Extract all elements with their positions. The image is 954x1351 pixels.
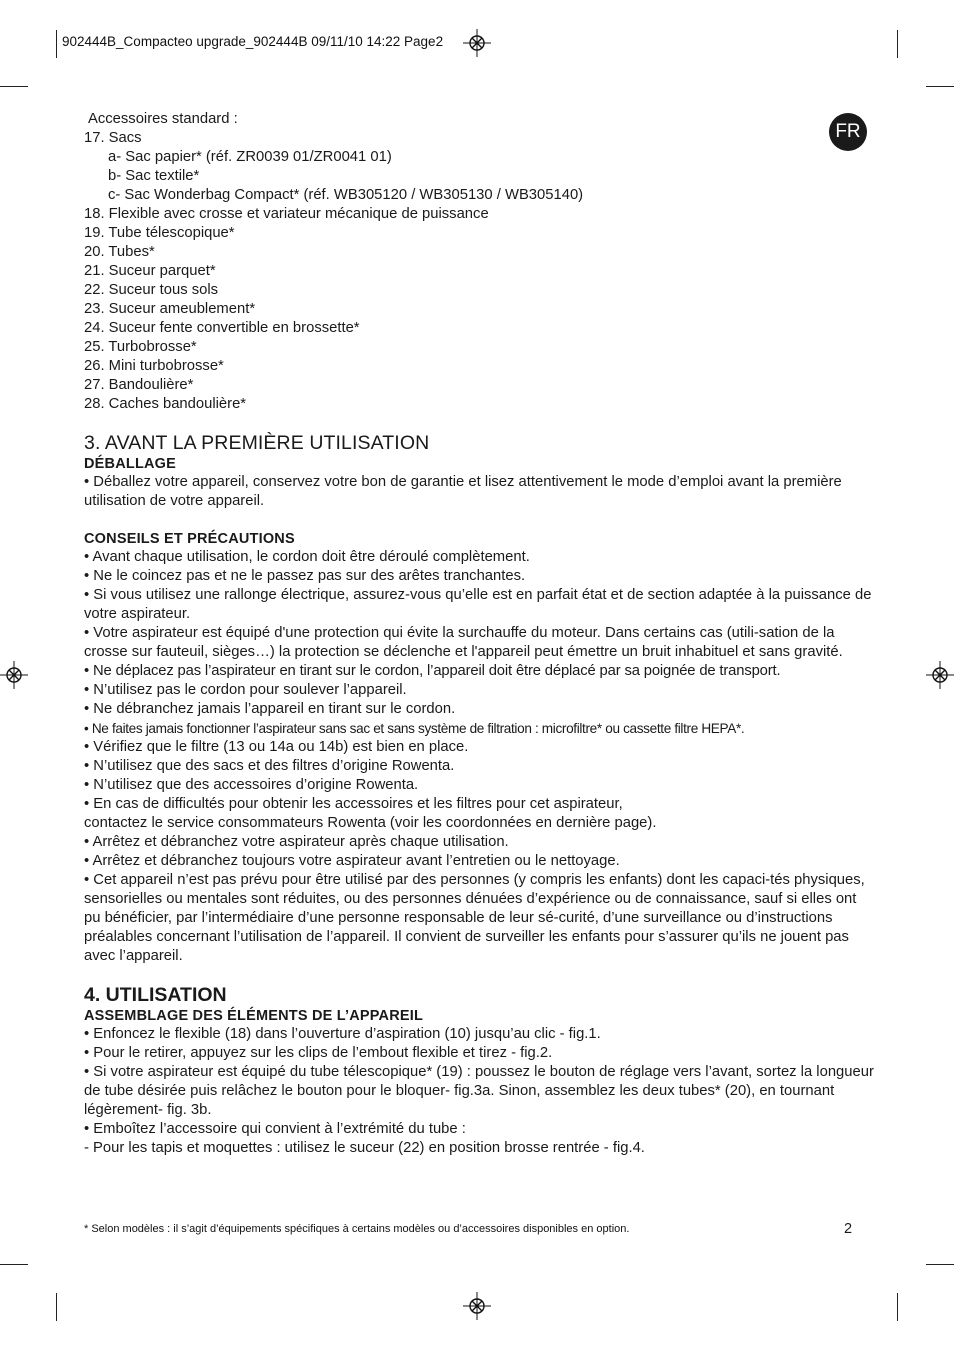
precaution-item: • Votre aspirateur est équipé d'une protection qui évite la surchauffe du moteur. Dans certains cas (utili-sation de la crosse sur fauteuil, sièges…) la protection se déclenche et l'appareil peut émettre un bruit inhabituel et sans gravité. [84,625,843,660]
language-badge: FR [829,113,867,151]
precaution-item: • En cas de difficultés pour obtenir les accessoires et les filtres pour cet aspirateur, [84,796,623,812]
precautions-list [84,548,874,966]
precaution-item: • Vérifiez que le filtre (13 ou 14a ou 14b) est bien en place. [84,739,469,755]
crop-mark-bottom-left-v [56,1293,57,1321]
registration-mark-top-icon [463,29,491,57]
precaution-item: • Arrêtez et débranchez toujours votre aspirateur avant l’entretien ou le nettoyage. [84,853,620,869]
crop-mark-bottom-left-h [0,1264,28,1265]
accessories-intro: Accessoires standard : [88,111,238,127]
precaution-item: • Ne débranchez jamais l’appareil en tirant sur le cordon. [84,701,456,717]
accessory-item: 17. Sacs [84,130,142,146]
accessory-item: 28. Caches bandoulière* [84,396,247,412]
precaution-item: • N’utilisez pas le cordon pour soulever l’appareil. [84,682,407,698]
crop-mark-bottom-right-v [897,1293,898,1321]
accessory-item: 21. Suceur parquet* [84,263,216,279]
crop-mark-top-left-h [0,86,28,87]
precaution-item: • Cet appareil n’est pas prévu pour être utilisé par des personnes (y compris les enfants) dont les capaci-tés physiques, sensorielles ou mentales sont réduites, ou des personnes dénuées d’expérience ou de connaissance, sauf si elles ont pu bénéficier, par l’intermédiaire d’une personne responsable de leur sé-curité, d’une surveillance ou d’instructions préalables concernant l’utilisation de l’appareil. Il convient de surveiller les enfants pour s’assurer qu’ils ne jouent pas avec l’appareil. [84,872,865,964]
precautions-title: CONSEILS ET PRÉCAUTIONS [84,531,295,547]
precaution-item: • Ne déplacez pas l’aspirateur en tirant sur le cordon, l’appareil doit être déplacé par sa poignée de transport. [84,663,781,679]
accessory-item: 27. Bandoulière* [84,377,194,393]
precaution-item: • N’utilisez que des sacs et des filtres d’origine Rowenta. [84,758,455,774]
accessory-item: 22. Suceur tous sols [84,282,219,298]
registration-mark-bottom-icon [463,1292,491,1320]
crop-mark-bottom-right-h [926,1264,954,1265]
assembly-step: • Pour le retirer, appuyez sur les clips de l’embout flexible et tirez - fig.2. [84,1045,553,1061]
footnote: * Selon modèles : il s’agit d’équipements spécifiques à certains modèles ou d’accessoires disponibles en option. [84,1223,630,1235]
accessory-item: 24. Suceur fente convertible en brossette* [84,320,360,336]
accessory-item: a- Sac papier* (réf. ZR0039 01/ZR0041 01) [108,149,392,165]
print-slug: 902444B_Compacteo upgrade_902444B 09/11/10 14:22 Page2 [62,34,444,49]
precaution-item: • Avant chaque utilisation, le cordon doit être déroulé complètement. [84,549,530,565]
accessory-item: b- Sac textile* [108,168,200,184]
accessories-list [84,129,874,414]
accessory-item: 20. Tubes* [84,244,155,260]
page-content [84,110,874,1158]
precaution-item: • N’utilisez que des accessoires d’origine Rowenta. [84,777,419,793]
registration-mark-right-icon [926,661,954,689]
section-3-title: 3. AVANT LA PREMIÈRE UTILISATION [84,432,430,454]
precaution-item: • Ne le coincez pas et ne le passez pas sur des arêtes tranchantes. [84,568,526,584]
precaution-item: contactez le service consommateurs Rowenta (voir les coordonnées en dernière page). [84,815,657,831]
assembly-step: • Emboîtez l’accessoire qui convient à l’extrémité du tube : [84,1121,466,1137]
unpacking-text: • Déballez votre appareil, conservez votre bon de garantie et lisez attentivement le mode d’emploi avant la première utilisation de votre appareil. [84,474,842,509]
assembly-title: ASSEMBLAGE DES ÉLÉMENTS DE L’APPAREIL [84,1008,424,1024]
accessory-item: c- Sac Wonderbag Compact* (réf. WB305120 / WB305130 / WB305140) [108,187,584,203]
accessory-item: 19. Tube télescopique* [84,225,235,241]
crop-mark-top-right-v [897,30,898,58]
assembly-step: • Si votre aspirateur est équipé du tube télescopique* (19) : poussez le bouton de réglage vers l’avant, sortez la longueur de tube désirée puis relâchez le bouton pour le bloquer- fig.3a. Sinon, assemblez les deux tubes* (20), en tournant légèrement- fig. 3b. [84,1064,874,1118]
assembly-steps [84,1025,874,1158]
accessory-item: 26. Mini turbobrosse* [84,358,224,374]
section-4-title: 4. UTILISATION [84,984,227,1006]
assembly-step: • Enfoncez le flexible (18) dans l’ouverture d’aspiration (10) jusqu’au clic - fig.1. [84,1026,601,1042]
page-number: 2 [844,1221,853,1237]
accessory-item: 23. Suceur ameublement* [84,301,256,317]
unpacking-title: DÉBALLAGE [84,456,177,472]
registration-mark-left-icon [0,661,28,689]
crop-mark-top-right-h [926,86,954,87]
crop-mark-top-left-v [56,30,57,58]
accessory-item: 18. Flexible avec crosse et variateur mécanique de puissance [84,206,489,222]
precaution-item: • Ne faites jamais fonctionner l’aspirateur sans sac et sans système de filtration : microfiltre* ou cassette filtre HEPA*. [84,721,745,736]
accessory-item: 25. Turbobrosse* [84,339,197,355]
assembly-step: - Pour les tapis et moquettes : utilisez le suceur (22) en position brosse rentrée - fig.4. [84,1140,645,1156]
precaution-item: • Arrêtez et débranchez votre aspirateur après chaque utilisation. [84,834,509,850]
precaution-item: • Si vous utilisez une rallonge électrique, assurez-vous qu’elle est en parfait état et de section adaptée à la puissance de votre aspirateur. [84,587,872,622]
